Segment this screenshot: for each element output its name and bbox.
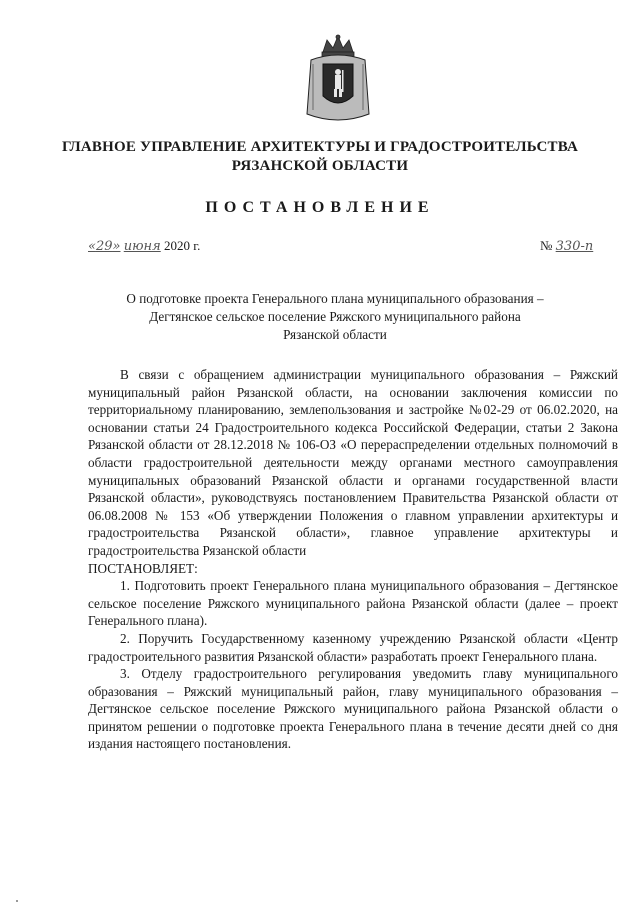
organization-name-line2: РЯЗАНСКОЙ ОБЛАСТИ xyxy=(231,158,409,174)
resolve-statement: ПОСТАНОВЛЯЕТ: xyxy=(88,560,198,576)
document-body xyxy=(88,366,618,753)
ryazan-oblast-coat-of-arms-icon xyxy=(303,34,373,126)
date-year: 2020 г. xyxy=(163,238,201,253)
title-line: О подготовке проекта Генерального плана муниципального образования – xyxy=(126,291,544,306)
title-line: Рязанской области xyxy=(283,327,387,342)
list-item: 1. Подготовить проект Генерального плана муниципального образования – Дегтянское сельское поселение Ряжского муниципального района Рязанской области (далее – проект Генерального плана). xyxy=(88,578,618,629)
scan-artifact xyxy=(16,900,18,902)
number-value: 330-п xyxy=(555,239,594,254)
title-line: Дегтянское сельское поселение Ряжского муниципального района xyxy=(149,309,521,324)
list-item: 2. Поручить Государственному казенному учреждению Рязанской области «Центр градостроительного развития Рязанской области» разработать проект Генерального плана. xyxy=(88,630,618,664)
date-day: 29 xyxy=(95,239,113,254)
date-close-quote: » xyxy=(112,239,121,254)
preamble-paragraph: В связи с обращением администрации муниципального образования – Ряжский муниципальный район Рязанской области, на основании заключения комиссии по территориальному планированию, землепользования и застройке №02-29 от 06.02.2020, на основании статьи 24 Градостроительного кодекса Российской Федерации, статьи 2 Закона Рязанской области от 28.12.2018 № 106-ОЗ «О перераспределении отдельных полномочий в области градостроительной деятельности между органами местного самоуправления муниципальных образований Рязанской области и органами государственной власти Рязанской области», руководствуясь постановлением Правительства Рязанской области от 06.08.2008 № 153 «Об утверждении Положения о главном управлении архитектуры и градостроительства Рязанской области», главное управление архитектуры и градостроительства Рязанской области xyxy=(88,367,618,558)
document-type-heading: ПОСТАНОВЛЕНИЕ xyxy=(205,199,435,216)
number-label: № xyxy=(540,238,553,253)
date-month: июня xyxy=(123,239,161,254)
organization-name-line1: ГЛАВНОЕ УПРАВЛЕНИЕ АРХИТЕКТУРЫ И ГРАДОСТРОИТЕЛЬСТВА xyxy=(62,139,578,155)
list-item: 3. Отделу градостроительного регулирования уведомить главу муниципального образования – Ряжский муниципальный район, главу муниципального образования – Дегтянское сельское поселение Ряжского муниципального района Рязанской области о принятом решении о подготовке проекта Генерального плана в течение десяти дней со дня издания настоящего постановления. xyxy=(88,666,618,752)
document-title xyxy=(70,290,600,344)
document-date xyxy=(88,238,200,254)
date-open-quote: « xyxy=(88,239,96,254)
document-number xyxy=(540,238,593,254)
